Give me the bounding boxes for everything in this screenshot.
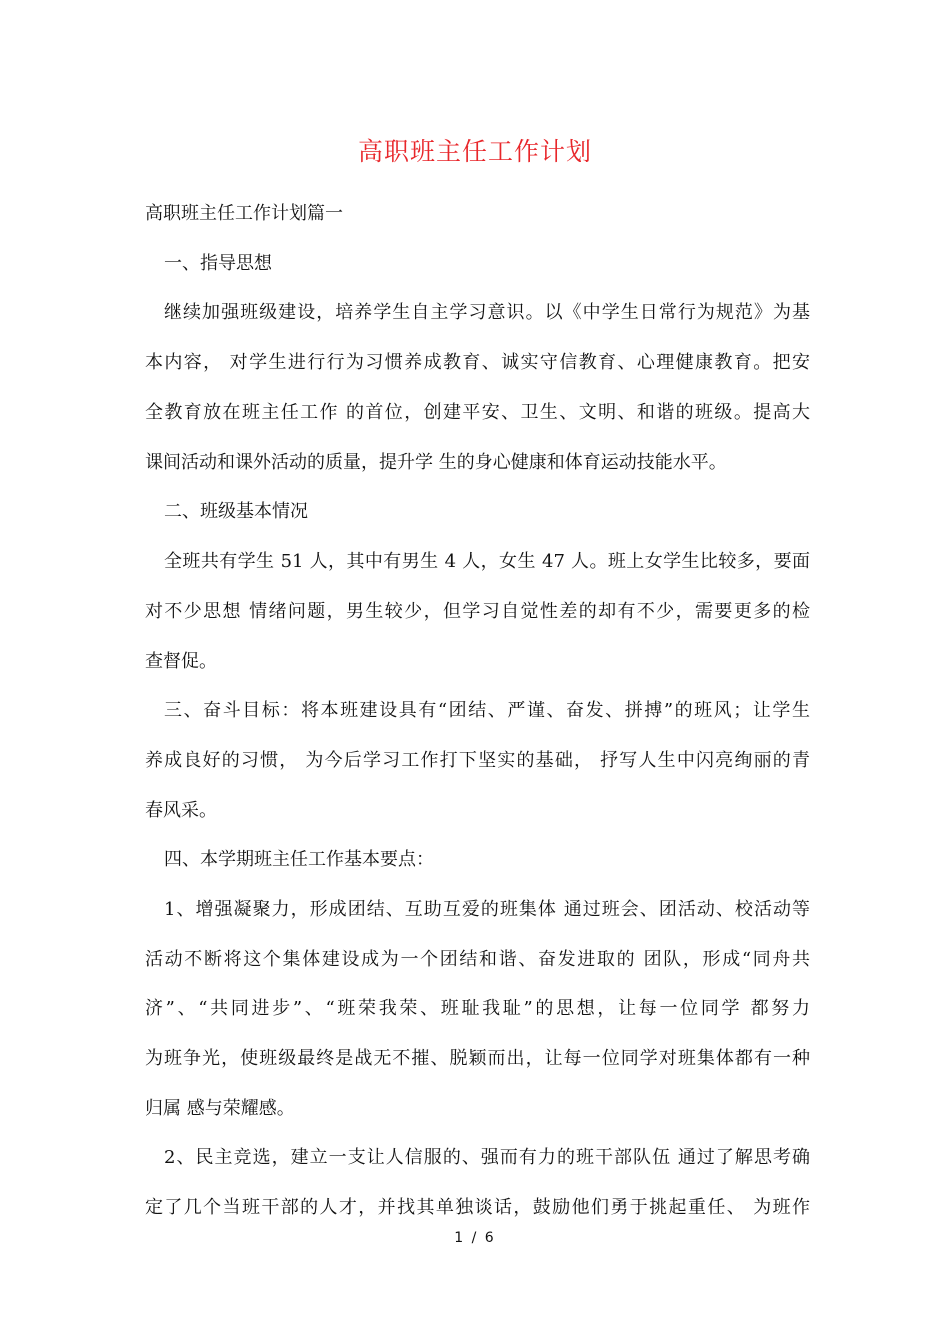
section-subtitle: 高职班主任工作计划篇一	[145, 203, 343, 224]
paragraph-line: 查督促。	[145, 651, 217, 672]
paragraph-line: 对不少思想 情绪问题，男生较少，但学习自觉性差的却有不少，需要更多的检	[145, 601, 810, 622]
paragraph-line: 1、增强凝聚力，形成团结、互助互爱的班集体 通过班会、团活动、校活动等	[164, 899, 810, 920]
paragraph-line: 济”、“共同进步”、“班荣我荣、班耻我耻”的思想，让每一位同学 都努力	[145, 998, 810, 1019]
heading-guiding-thought: 一、指导思想	[164, 253, 272, 274]
paragraph-line: 本内容， 对学生进行行为习惯养成教育、诚实守信教育、心理健康教育。把安	[145, 352, 810, 373]
heading-goals: 三、奋斗目标：将本班建设具有“团结、严谨、奋发、拼搏”的班风；让学生	[164, 700, 810, 721]
paragraph-line: 养成良好的习惯， 为今后学习工作打下坚实的基础， 抒写人生中闪亮绚丽的青	[145, 750, 810, 771]
paragraph-line: 定了几个当班干部的人才，并找其单独谈话，鼓励他们勇于挑起重任、 为班作	[145, 1197, 810, 1218]
paragraph-line: 为班争光，使班级最终是战无不摧、脱颖而出，让每一位同学对班集体都有一种	[145, 1048, 810, 1069]
paragraph-line: 课间活动和课外活动的质量，提升学 生的身心健康和体育运动技能水平。	[145, 452, 727, 473]
heading-key-points: 四、本学期班主任工作基本要点：	[164, 849, 434, 870]
page-number: 1 / 6	[454, 1230, 496, 1246]
document-title: 高职班主任工作计划	[357, 137, 592, 166]
paragraph-line: 归属 感与荣耀感。	[145, 1098, 295, 1119]
paragraph-line: 全教育放在班主任工作 的首位，创建平安、卫生、文明、和谐的班级。提高大	[145, 402, 810, 423]
heading-class-situation: 二、班级基本情况	[164, 501, 308, 522]
paragraph-line: 春风采。	[145, 800, 217, 821]
paragraph-line: 全班共有学生 51 人，其中有男生 4 人，女生 47 人。班上女学生比较多，要面	[164, 551, 810, 572]
paragraph-line: 继续加强班级建设，培养学生自主学习意识。以《中学生日常行为规范》为基	[164, 302, 810, 323]
paragraph-line: 2、民主竞选，建立一支让人信服的、强而有力的班干部队伍 通过了解思考确	[164, 1147, 810, 1168]
paragraph-line: 活动不断将这个集体建设成为一个团结和谐、奋发进取的 团队，形成“同舟共	[145, 949, 810, 970]
